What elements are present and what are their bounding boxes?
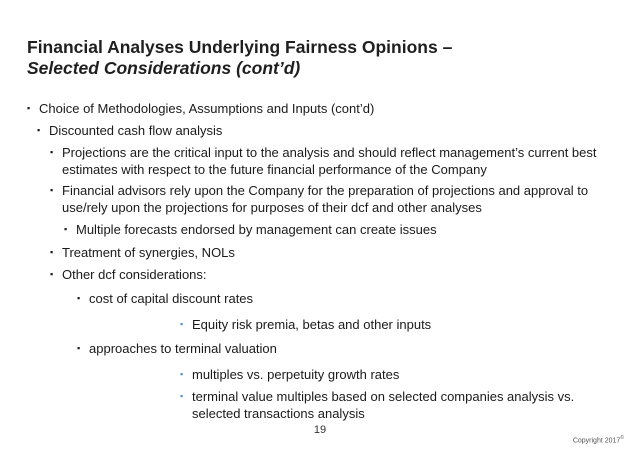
bullet-text: cost of capital discount rates: [89, 291, 254, 306]
bullet-item: [50, 266, 616, 283]
bullet-item: [50, 244, 616, 261]
bullet-item: [180, 366, 616, 383]
slide-subtitle: Selected Considerations (cont’d): [27, 58, 301, 78]
bullet-text: Treatment of synergies, NOLs: [62, 245, 235, 260]
bullet-marker-icon: ▪: [77, 343, 81, 353]
bullet-text: terminal value multiples based on selected companies analysis vs. selected transactions analysis: [192, 389, 575, 421]
bullet-marker-icon: ▪: [50, 185, 54, 195]
bullet-marker-icon: ▪: [50, 147, 54, 157]
bullet-text: Choice of Methodologies, Assumptions and Inputs (cont’d): [39, 101, 375, 116]
bullet-marker-icon: ▪: [50, 269, 54, 279]
bullet-marker-icon: ▪: [180, 391, 184, 401]
bullet-marker-icon: ▪: [64, 224, 68, 234]
slide-title-line1: Financial Analyses Underlying Fairness Opinions –: [27, 37, 453, 57]
bullet-text: Financial advisors rely upon the Company for the preparation of projections and approval to use/rely upon the projections for purposes of their dcf and other analyses: [62, 183, 589, 215]
bullet-marker-icon: ▪: [27, 103, 31, 113]
bullet-item: [50, 182, 616, 216]
bullet-marker-icon: ▪: [77, 293, 81, 303]
bullet-text: Projections are the critical input to the analysis and should reflect management’s current best estimates with respect to the future financial performance of the Company: [62, 145, 597, 177]
bullet-text: Equity risk premia, betas and other inputs: [192, 317, 432, 332]
bullet-item: [37, 122, 617, 139]
bullet-text: Multiple forecasts endorsed by management can create issues: [76, 222, 437, 237]
bullet-item: [64, 221, 616, 238]
bullet-item: [77, 290, 616, 307]
bullet-item: [180, 388, 610, 422]
bullet-text: Other dcf considerations:: [62, 267, 207, 282]
bullet-item: [50, 144, 616, 178]
page-number: 19: [313, 424, 327, 436]
copyright-mark: ©: [620, 435, 624, 441]
bullet-marker-icon: ▪: [180, 319, 184, 329]
bullet-item: [180, 316, 616, 333]
bullet-marker-icon: ▪: [50, 247, 54, 257]
bullet-marker-icon: ▪: [180, 369, 184, 379]
slide-title: [27, 37, 452, 79]
copyright-notice: [573, 435, 624, 444]
bullet-text: approaches to terminal valuation: [89, 341, 277, 356]
bullet-text: Discounted cash flow analysis: [49, 123, 223, 138]
bullet-item: [27, 100, 617, 117]
copyright-text: Copyright 2017: [572, 437, 621, 445]
bullet-item: [77, 340, 616, 357]
bullet-marker-icon: ▪: [37, 125, 41, 135]
bullet-text: multiples vs. perpetuity growth rates: [192, 367, 400, 382]
